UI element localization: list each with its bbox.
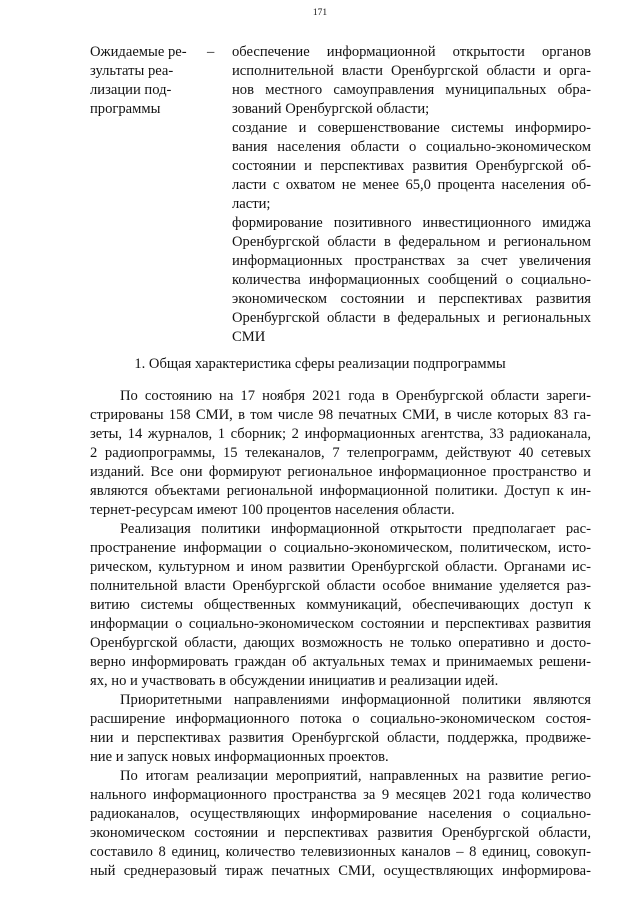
body-line: полнительной власти Оренбургской области особое внимание уделяется раз-: [90, 578, 591, 594]
body-line: изданий. Все они формируют региональное информационное пространство и: [90, 464, 591, 480]
body-line: информации о социально-экономическом состоянии и перспективах развития: [90, 616, 591, 632]
body-line: Реализация политики информационной открытости предполагает рас-: [120, 521, 591, 537]
expected-results-text-line: формирование позитивного инвестиционного имиджа: [232, 215, 591, 231]
expected-results-text-line: ласти с охватом не менее 65,0 процента населения об-: [232, 177, 591, 193]
body-line: являются объектами региональной информационной политики. Доступ к ин-: [90, 483, 591, 499]
expected-results-text-line: зований Оренбургской области;: [232, 101, 430, 117]
expected-results-label-line: лизации под-: [90, 82, 172, 98]
expected-results-text-line: обеспечение информационной открытости органов: [232, 44, 591, 60]
expected-results-text-line: исполнительной власти Оренбургской области и орга-: [232, 63, 591, 79]
body-line: ние и запуск новых информационных проектов.: [90, 749, 389, 765]
expected-results-text-line: состоянии и перспективах развития Оренбургской об-: [232, 158, 591, 174]
body-line: тернет-ресурсам имеют 100 процентов населения области.: [90, 502, 455, 518]
expected-results-label-line: программы: [90, 101, 161, 117]
body-line: верно информировать граждан об актуальных темах и принимаемых решени-: [90, 654, 591, 670]
body-line: ях, но и участвовать в обсуждении инициатив и реализации идей.: [90, 673, 499, 689]
body-line: составило 8 единиц, количество телевизионных каналов – 8 единиц, совокуп-: [90, 844, 591, 860]
body-line: По итогам реализации мероприятий, направленных на развитие регио-: [120, 768, 591, 784]
expected-results-text-line: экономическом состоянии и перспективах развития: [232, 291, 591, 307]
expected-results-text-line: информационных пространствах за счет увеличения: [232, 253, 591, 269]
expected-results-text-line: вания населения области о социально-экономическом: [232, 139, 591, 155]
expected-results-text-line: нов местного самоуправления муниципальных обра-: [232, 82, 591, 98]
dash-separator: –: [207, 44, 215, 60]
expected-results-text-line: количества информационных сообщений о социально-: [232, 272, 591, 288]
expected-results-text-line: Оренбургской области в федеральном и региональном: [232, 234, 591, 250]
expected-results-text-line: ласти;: [232, 196, 271, 212]
expected-results-label-line: зультаты реа-: [90, 63, 174, 79]
body-line: расширение информационного потока о социально-экономическом состоя-: [90, 711, 591, 727]
body-line: 2 радиопрограммы, 15 телеканалов, 7 телепрограмм, действуют 40 сетевых: [90, 445, 591, 461]
body-line: зеты, 14 журналов, 1 сборник; 2 информационных агентства, 33 радиоканала,: [90, 426, 591, 442]
expected-results-label-line: Ожидаемые ре-: [90, 44, 187, 60]
section-heading: 1. Общая характеристика сферы реализации подпрограммы: [134, 356, 506, 372]
body-line: Оренбургской области, дающих возможность не только оперативно и досто-: [90, 635, 591, 651]
body-line: ный среднеразовый тираж печатных СМИ, осуществляющих информирова-: [90, 863, 591, 879]
body-line: пространение информации о социально-экономическом, политическом, исто-: [90, 540, 591, 556]
expected-results-text-line: СМИ: [232, 329, 266, 345]
body-line: стрированы 158 СМИ, в том числе 98 печатных СМИ, в числе которых 83 га-: [90, 407, 591, 423]
body-line: экономическом состоянии и перспективах развития Оренбургской области,: [90, 825, 591, 841]
expected-results-text-line: создание и совершенствование системы информиро-: [232, 120, 591, 136]
body-line: нального информационного пространства за 9 месяцев 2021 года количество: [90, 787, 591, 803]
body-line: витию системы общественных коммуникаций, обеспечивающих доступ к: [90, 597, 591, 613]
body-line: Приоритетными направлениями информационной политики являются: [120, 692, 591, 708]
body-line: радиоканалов, осуществляющих информирование населения о социально-: [90, 806, 591, 822]
expected-results-text-line: Оренбургской области в федеральных и региональных: [232, 310, 591, 326]
body-line: По состоянию на 17 ноября 2021 года в Оренбургской области зареги-: [120, 388, 591, 404]
body-line: нии и перспективах развития Оренбургской области, поддержка, продвиже-: [90, 730, 591, 746]
body-line: рическом, культурном и ином развитии Оренбургской области. Органами ис-: [90, 559, 591, 575]
page-number: 171: [312, 8, 328, 18]
